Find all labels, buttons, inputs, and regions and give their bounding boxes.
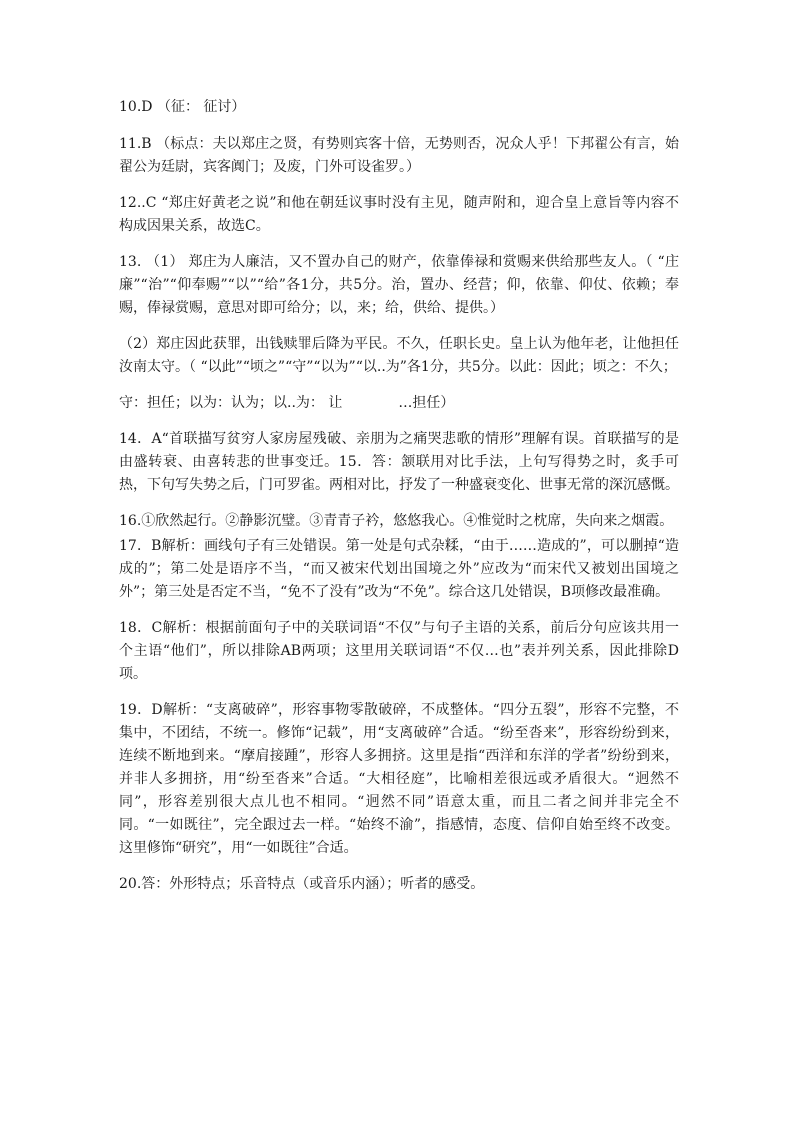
answer-17: 17．B解析：画线句子有三处错误。第一处是句式杂糅，“由于……造成的”，可以删掉“造成的”；第二处是语序不当，“而又被宋代划出国境之外”应改为“而宋代又被划出国境之外”；第三处是否定不当，“免不了没有”改为“不免”。综合这几处错误，B项修改最准确。 xyxy=(119,538,679,600)
answer-document xyxy=(119,96,679,909)
answer-16: 16.①欣然起行。②静影沉璧。③青青子衿，悠悠我心。④惟觉时之枕席，失向来之烟霞。 xyxy=(119,513,674,529)
answer-14-15: 14．A“首联描写贫穷人家房屋残破、亲朋为之痛哭悲歌的情形”理解有误。首联描写的是由盛转衰、由喜转悲的世事变迁。15．答：颔联用对比手法，上句写得势之时，炙手可热，下句写失势之后，门可罗雀。两相对比，抒发了一种盛衰变化、世事无常的深沉感慨。 xyxy=(119,431,679,493)
answer-13-part-2: （2）郑庄因此获罪，出钱赎罪后降为平民。不久，任职长史。皇上认为他年老，让他担任汝南太守。（ “以此”“顷之”“守”“以为”“以..为”各1分，共5分。以此：因此；顷之：不久； xyxy=(119,336,679,375)
answer-12: 12..C “郑庄好黄老之说”和他在朝廷议事时没有主见，随声附和，迎合皇上意旨等内容不构成因果关系，故选C。 xyxy=(119,195,679,234)
answer-18: 18．C解析：根据前面句子中的关联词语“不仅”与句子主语的关系，前后分句应该共用一个主语“他们”，所以排除AB两项；这里用关联词语“不仅…也”表并列关系，因此排除D项。 xyxy=(119,620,679,682)
answer-10: 10.D （征： 征讨） xyxy=(119,99,246,115)
answer-11: 11.B （标点：夫以郑庄之贤，有势则宾客十倍，无势则否，况众人乎！下邦翟公有言，始翟公为廷尉，宾客阗门；及废，门外可设雀罗。） xyxy=(119,136,679,175)
answer-19: 19．D解析：“支离破碎”，形容事物零散破碎，不成整体。“四分五裂”，形容不完整，不集中，不团结，不统一。修饰“记载”，用“支离破碎”合适。“纷至沓来”，形容纷纷到来，连续不断地到来。“摩肩接踵”，形容人多拥挤。这里是指“西洋和东洋的学者”纷纷到来，并非人多拥挤，用“纷至沓来”合适。“大相径庭”，比喻相差很远或矛盾很大。“迥然不同”，形容差别很大点儿也不相同。“迥然不同”语意太重，而且二者之间并非完全不同。“一如既往”，完全跟过去一样。“始终不渝”，指感情，态度、信仰自始至终不改变。这里修饰“研究”，用“一如既往”合适。 xyxy=(119,702,679,856)
answer-13-part-1: 13. （1） 郑庄为人廉洁，又不置办自己的财产，依靠俸禄和赏赐来供给那些友人。（ “庄廉”“治”“仰奉赐”“以”“给”各1分，共5分。治，置办、经营；仰，依靠、仰仗、依赖；奉赐，俸禄赏赐，意思对即可给分；以，来；给，供给、提供。） xyxy=(119,254,679,316)
answer-13-part-2-continued: 守：担任；以为：认为；以..为： 让 …担任） xyxy=(119,395,455,411)
answer-20: 20.答：外形特点；乐音特点（或音乐内涵）；听者的感受。 xyxy=(119,876,485,892)
